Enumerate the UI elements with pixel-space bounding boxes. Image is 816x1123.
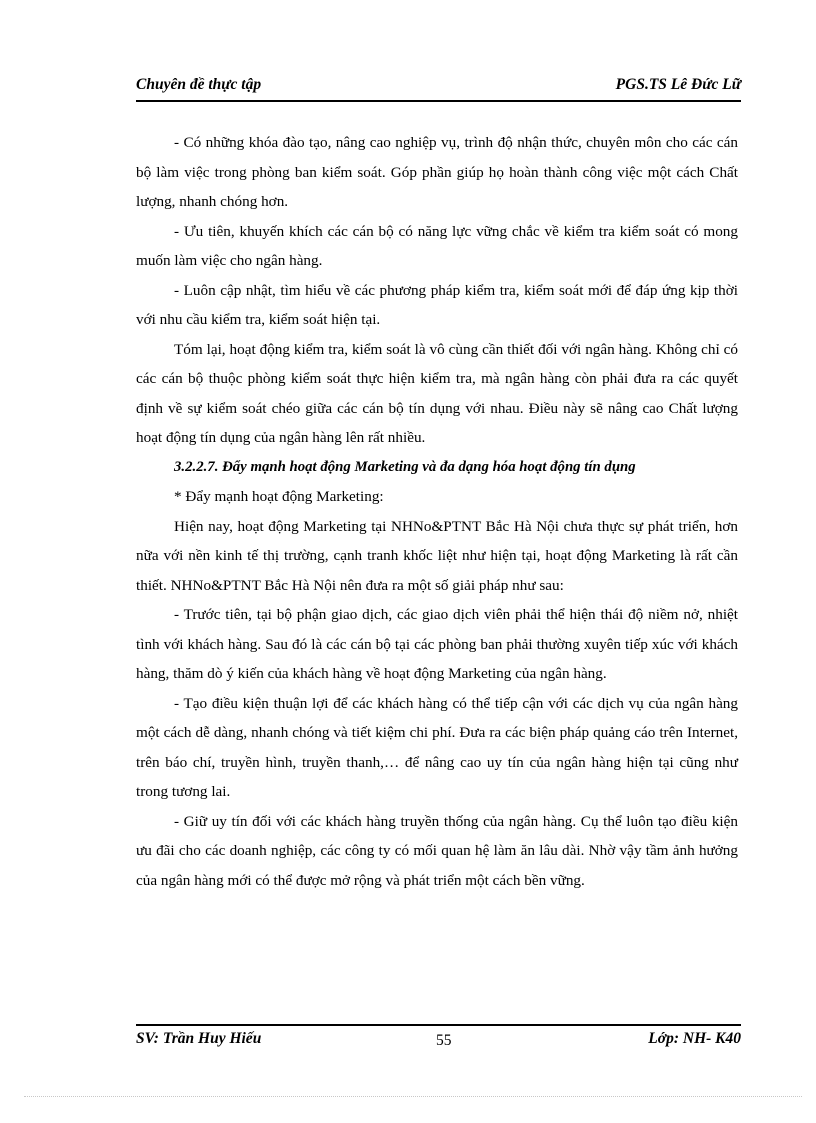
paragraph: - Tạo điều kiện thuận lợi để các khách hàng có thể tiếp cận với các dịch vụ của ngân hàng một cách dễ dàng, nhanh chóng và tiết kiệm chi phí. Đưa ra các biện pháp quảng cáo trên Internet, trên báo chí, truyền hình, truyền thanh,… để nâng cao uy tín của ngân hàng hiện tại cũng như trong tương lai. (136, 694, 738, 800)
page-number: 55 (436, 1032, 452, 1049)
paragraph: - Trước tiên, tại bộ phận giao dịch, các giao dịch viên phải thể hiện thái độ niềm nở, nhiệt tình với khách hàng. Sau đó là các cán bộ tại các phòng ban phải thường xuyên tiếp xúc với khách hàng, thăm dò ý kiến của khách hàng về hoạt động Marketing của ngân hàng. (136, 606, 738, 682)
footer-class: Lớp: NH- K40 (648, 1030, 741, 1047)
header-author: PGS.TS Lê Đức Lữ (615, 76, 741, 93)
paragraph: - Luôn cập nhật, tìm hiểu về các phương pháp kiểm tra, kiểm soát mới để đáp ứng kịp thời với nhu cầu kiểm tra, kiểm soát hiện tại. (136, 281, 738, 328)
paragraph: - Có những khóa đào tạo, nâng cao nghiệp vụ, trình độ nhận thức, chuyên môn cho các cán bộ làm việc trong phòng ban kiểm soát. Góp phần giúp họ hoàn thành công việc một cách Chất lượng, nhanh chóng hơn. (136, 134, 738, 210)
paragraph: - Ưu tiên, khuyến khích các cán bộ có năng lực vững chắc về kiểm tra kiểm soát có mong muốn làm việc cho ngân hàng. (136, 222, 738, 269)
paragraph: Hiện nay, hoạt động Marketing tại NHNo&PTNT Bắc Hà Nội chưa thực sự phát triển, hơn nữa với nền kinh tế thị trường, cạnh tranh khốc liệt như hiện tại, hoạt động Marketing là rất cần thiết. NHNo&PTNT Bắc Hà Nội nên đưa ra một số giải pháp như sau: (136, 517, 738, 594)
header-title: Chuyên đề thực tập (136, 76, 262, 93)
section-heading: 3.2.2.7. Đẩy mạnh hoạt động Marketing và đa dạng hóa hoạt động tín dụng (174, 458, 636, 475)
page-footer (136, 1024, 741, 1056)
paragraph: Tóm lại, hoạt động kiểm tra, kiểm soát là vô cùng cần thiết đối với ngân hàng. Không chỉ có các cán bộ thuộc phòng kiểm soát thực hiện kiểm tra, mà ngân hàng còn phải đưa ra các quyết định về sự kiểm soát chéo giữa các cán bộ tín dụng với nhau. Điều này sẽ nâng cao Chất lượng hoạt động tín dụng của ngân hàng lên rất nhiều. (136, 340, 738, 446)
page-edge-divider (24, 1096, 802, 1097)
footer-student: SV: Trần Huy Hiếu (136, 1030, 262, 1047)
document-body (136, 128, 738, 895)
page-header (136, 74, 741, 102)
paragraph: * Đẩy mạnh hoạt động Marketing: (174, 488, 384, 505)
paragraph: - Giữ uy tín đối với các khách hàng truyền thống của ngân hàng. Cụ thể luôn tạo điều kiện ưu đãi cho các doanh nghiệp, các công ty có mối quan hệ làm ăn lâu dài. Nhờ vậy tầm ảnh hưởng của ngân hàng mới có thể được mở rộng và phát triển một cách bền vững. (136, 812, 738, 889)
